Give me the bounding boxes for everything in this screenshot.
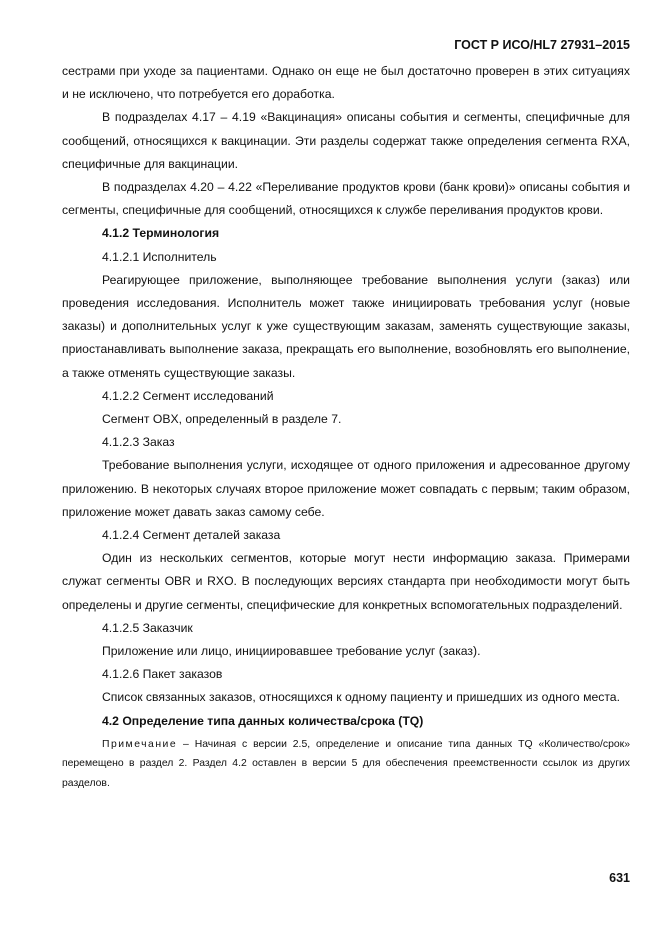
heading-4-1-2-4: 4.1.2.4 Сегмент деталей заказа bbox=[102, 528, 281, 543]
note-label: Примечание bbox=[102, 738, 178, 750]
paragraph-vaccination: В подразделах 4.17 – 4.19 «Вакцинация» описаны события и сегменты, специфичные для сообщений, относящихся к вакцинации. Эти разделы содержат также определения сегмента RXA, специфичные для вакцинации. bbox=[62, 110, 630, 171]
page-number: 631 bbox=[609, 871, 630, 885]
paragraph-continuation: сестрами при уходе за пациентами. Однако он еще не был достаточно проверен в этих ситуациях и не исключено, что потребуется его доработка. bbox=[62, 64, 630, 102]
heading-4-1-2-3: 4.1.2.3 Заказ bbox=[102, 435, 175, 450]
heading-4-1-2-6: 4.1.2.6 Пакет заказов bbox=[102, 667, 223, 682]
heading-4-1-2-2: 4.1.2.2 Сегмент исследований bbox=[102, 388, 274, 403]
paragraph-4-1-2-6: Список связанных заказов, относящихся к одному пациенту и пришедших из одного места. bbox=[102, 690, 620, 705]
paragraph-blood-bank: В подразделах 4.20 – 4.22 «Переливание продуктов крови (банк крови)» описаны события и сегменты, специфичные для сообщений, относящихся к службе переливания продуктов крови. bbox=[62, 180, 630, 218]
heading-4-1-2: 4.1.2 Терминология bbox=[102, 226, 220, 241]
paragraph-4-1-2-3: Требование выполнения услуги, исходящее от одного приложения и адресованное другому приложению. В некоторых случаях второе приложение может совпадать с первым; таким образом, приложение может давать заказ самому себе. bbox=[62, 458, 630, 519]
heading-4-1-2-1: 4.1.2.1 Исполнитель bbox=[102, 249, 217, 264]
paragraph-4-1-2-2: Сегмент OBX, определенный в разделе 7. bbox=[102, 412, 342, 427]
note-text: – Начиная с версии 2.5, определение и описание типа данных TQ «Количество/срок» перемещено в раздел 2. Раздел 4.2 оставлен в версии 5 для обеспечения преемственности ссылок из других разделов. bbox=[62, 738, 630, 790]
note bbox=[62, 733, 630, 794]
heading-4-2: 4.2 Определение типа данных количества/срока (TQ) bbox=[102, 713, 424, 728]
document-header: ГОСТ Р ИСО/HL7 27931–2015 bbox=[454, 38, 630, 52]
heading-4-1-2-5: 4.1.2.5 Заказчик bbox=[102, 620, 193, 635]
page-body bbox=[62, 60, 630, 794]
paragraph-4-1-2-5: Приложение или лицо, инициировавшее требование услуг (заказ). bbox=[102, 644, 481, 659]
paragraph-4-1-2-4: Один из нескольких сегментов, которые могут нести информацию заказа. Примерами служат сегменты OBR и RXO. В последующих версиях стандарта при необходимости могут быть определены и другие сегменты, специфические для конкретных вспомогательных подразделений. bbox=[62, 551, 630, 612]
paragraph-4-1-2-1: Реагирующее приложение, выполняющее требование выполнения услуги (заказ) или проведения исследования. Исполнитель может также инициировать требования услуг (новые заказы) и дополнительных услуг к уже существующим заказам, заменять существующие заказы, приостанавливать выполнение заказа, прекращать его выполнение, возобновлять его выполнение, а также отменять существующие заказы. bbox=[62, 272, 630, 380]
